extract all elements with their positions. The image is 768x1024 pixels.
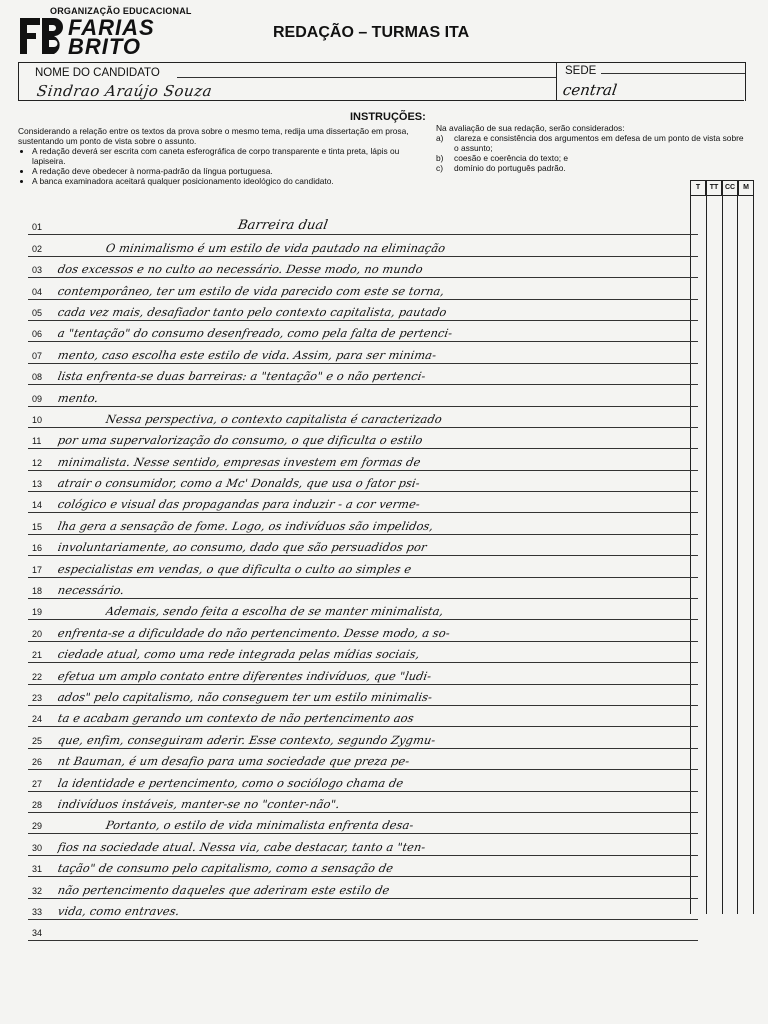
line-number: 23 [32,692,43,703]
line-text: fios na sociedade atual. Nessa via, cabe destacar, tanto a "ten- [56,839,427,854]
essay-line[interactable] [28,449,698,470]
line-number: 30 [32,842,43,853]
essay-title: Barreira dual [236,218,329,234]
criterion-letter: b) [436,153,444,163]
essay-line[interactable] [28,727,698,748]
line-number: 07 [32,350,43,361]
line-number: 18 [32,586,43,597]
line-text: ados" pelo capitalismo, não conseguem ter um estilo minimalis- [56,689,434,704]
page-title: REDAÇÃO – TURMAS ITA [273,24,470,41]
essay-line[interactable] [28,428,698,449]
line-number: 15 [32,521,43,532]
criterion-text: clareza e consistência dos argumentos em defesa de um ponto de vista sobre o assunto; [454,133,744,153]
grid-header-m: M [738,180,754,196]
line-text: a "tentação" do consumo desenfreado, como pela falta de pertenci- [56,326,454,341]
line-text: que, enfim, conseguiram aderir. Esse contexto, segundo Zygmu- [56,732,437,747]
evaluation-intro: Na avaliação de sua redação, serão considerados: [436,123,625,133]
essay-line[interactable] [28,792,698,813]
sede-box-rule [601,73,745,74]
line-number: 08 [32,372,43,383]
essay-line[interactable] [28,535,698,556]
criterion-item [436,153,748,163]
essay-line[interactable] [28,513,698,534]
name-baseline [18,100,744,101]
criterion-text: coesão e coerência do texto; e [454,153,569,163]
instructions-intro: Considerando a relação entre os textos da prova sobre o mesmo tema, redija uma dissertação em prosa, sustentando um ponto de vista sobre o assunto. [18,126,409,146]
line-number: 02 [32,243,43,254]
line-text: enfrenta-se a dificuldade do não pertencimento. Desse modo, a so- [56,625,452,640]
essay-line[interactable] [28,877,698,898]
line-text: Portanto, o estilo de vida minimalista enfrenta desa- [104,818,415,833]
line-number: 27 [32,778,43,789]
instruction-bullet: • A redação deve obedecer à norma-padrão da língua portuguesa. [32,166,418,176]
candidate-name-label: NOME DO CANDIDATO [35,67,160,79]
grading-grid-columns [690,196,754,914]
line-number: 14 [32,500,43,511]
line-number: 10 [32,414,43,425]
candidate-name-value[interactable]: Sindrao Araújo Souza [35,82,214,100]
essay-lines [28,214,698,941]
line-number: 06 [32,329,43,340]
line-number: 33 [32,906,43,917]
essay-line[interactable] [28,214,698,235]
line-number: 04 [32,286,43,297]
grid-header-cc: CC [722,180,738,196]
essay-line[interactable] [28,492,698,513]
line-number: 20 [32,628,43,639]
grid-header-t: T [690,180,706,196]
essay-line[interactable] [28,770,698,791]
logo-name-line2: BRITO [68,34,142,59]
essay-line[interactable] [28,663,698,684]
evaluation-criteria [436,123,748,173]
line-text: lha gera a sensação de fome. Logo, os indivíduos são impelidos, [56,518,435,533]
line-text: Ademais, sendo feita a escolha de se manter minimalista, [104,604,445,619]
criterion-letter: a) [436,133,444,143]
essay-line[interactable] [28,920,698,941]
line-number: 26 [32,757,43,768]
line-number: 25 [32,735,43,746]
line-number: 21 [32,650,43,661]
essay-line[interactable] [28,899,698,920]
candidate-name-box [18,62,557,101]
line-text: la identidade e pertencimento, como o sociólogo chama de [56,775,405,790]
essay-line[interactable] [28,300,698,321]
sede-box [556,62,746,101]
criterion-item [436,133,748,153]
criterion-text: domínio do português padrão. [454,163,566,173]
essay-line[interactable] [28,749,698,770]
line-number: 34 [32,928,43,939]
line-text: minimalista. Nesse sentido, empresas investem em formas de [56,454,422,469]
line-text: por uma supervalorização do consumo, o que dificulta o estilo [56,433,424,448]
line-text: involuntariamente, ao consumo, dado que são persuadidos por [56,540,428,555]
line-number: 22 [32,671,43,682]
line-text: efetua um amplo contato entre diferentes indivíduos, que "ludi- [56,668,433,683]
line-number: 01 [32,222,43,233]
line-text: mento. [56,390,100,405]
grid-column [737,196,754,914]
line-number: 29 [32,821,43,832]
essay-line[interactable] [28,385,698,406]
sede-label: SEDE [565,65,597,77]
essay-line[interactable] [28,364,698,385]
line-number: 32 [32,885,43,896]
line-number: 24 [32,714,43,725]
criterion-letter: c) [436,163,443,173]
line-text: vida, como entraves. [56,903,181,918]
line-text: nt Bauman, é um desafio para uma sociedade que preza pe- [56,754,411,769]
instruction-bullet: • A redação deverá ser escrita com caneta esferográfica de corpo transparente e tinta preta, lápis ou lapiseira. [32,146,418,166]
essay-line[interactable] [28,642,698,663]
sede-value[interactable]: central [561,81,619,99]
logo-org-label: ORGANIZAÇÃO EDUCACIONAL [50,6,192,16]
line-number: 12 [32,457,43,468]
essay-line[interactable] [28,278,698,299]
essay-line[interactable] [28,407,698,428]
essay-line[interactable] [28,706,698,727]
line-text: ta e acabam gerando um contexto de não pertencimento aos [56,711,415,726]
school-logo [18,4,192,64]
instruction-bullet: • A banca examinadora aceitará qualquer posicionamento ideológico do candidato. [32,176,418,186]
grid-header-tt: TT [706,180,722,196]
line-text: indivíduos instáveis, manter-se no "conter-não". [56,796,341,811]
line-text: especialistas em vendas, o que dificulta o culto ao simples e [56,561,413,576]
logo-name [68,15,155,59]
essay-line[interactable] [28,685,698,706]
line-text: mento, caso escolha este estilo de vida. Assim, para ser minima- [56,347,438,362]
essay-line[interactable] [28,471,698,492]
line-number: 13 [32,479,43,490]
fb-monogram-icon [18,16,66,56]
line-number: 19 [32,607,43,618]
essay-line[interactable] [28,813,698,834]
essay-line[interactable] [28,321,698,342]
essay-line[interactable] [28,556,698,577]
line-number: 31 [32,864,43,875]
essay-line[interactable] [28,856,698,877]
line-number: 16 [32,543,43,554]
line-number: 09 [32,393,43,404]
line-text: necessário. [56,583,126,598]
line-text: dos excessos e no culto ao necessário. Desse modo, no mundo [56,262,424,277]
essay-line[interactable] [28,578,698,599]
line-text: não pertencimento daqueles que aderiram este estilo de [56,882,391,897]
criterion-item [436,163,748,173]
line-text: Nessa perspectiva, o contexto capitalista é caracterizado [104,411,444,426]
line-text: ciedade atual, como uma rede integrada pelas mídias sociais, [56,647,421,662]
line-number: 17 [32,564,43,575]
line-text: cada vez mais, desafiador tanto pelo contexto capitalista, pautado [56,304,448,319]
logo-name-line1: FARIAS [68,15,155,40]
line-number: 03 [32,265,43,276]
name-box-rule [177,77,557,78]
essay-line[interactable] [28,834,698,855]
essay-line[interactable] [28,235,698,256]
line-text: O minimalismo é um estilo de vida pautado na eliminação [104,240,447,255]
instructions-title: INSTRUÇÕES: [350,111,426,123]
essay-line[interactable] [28,620,698,641]
grid-column [706,196,722,914]
grading-grid-header [690,180,754,196]
line-text: contemporâneo, ter um estilo de vida parecido com este se torna, [56,283,446,298]
line-number: 28 [32,799,43,810]
line-text: atrair o consumidor, como a Mc' Donalds, que usa o fator psi- [56,476,421,491]
essay-line[interactable] [28,342,698,363]
essay-line[interactable] [28,599,698,620]
line-text: tação" de consumo pelo capitalismo, como a sensação de [56,861,395,876]
line-text: lista enfrenta-se duas barreiras: a "tentação" e o não pertenci- [56,369,427,384]
grid-column [722,196,738,914]
instructions-bullets [18,146,418,186]
essay-line[interactable] [28,257,698,278]
line-number: 05 [32,307,43,318]
line-text: cológico e visual das propagandas para induzir - a cor verme- [56,497,422,512]
line-number: 11 [32,436,42,447]
instructions-left [18,126,418,186]
